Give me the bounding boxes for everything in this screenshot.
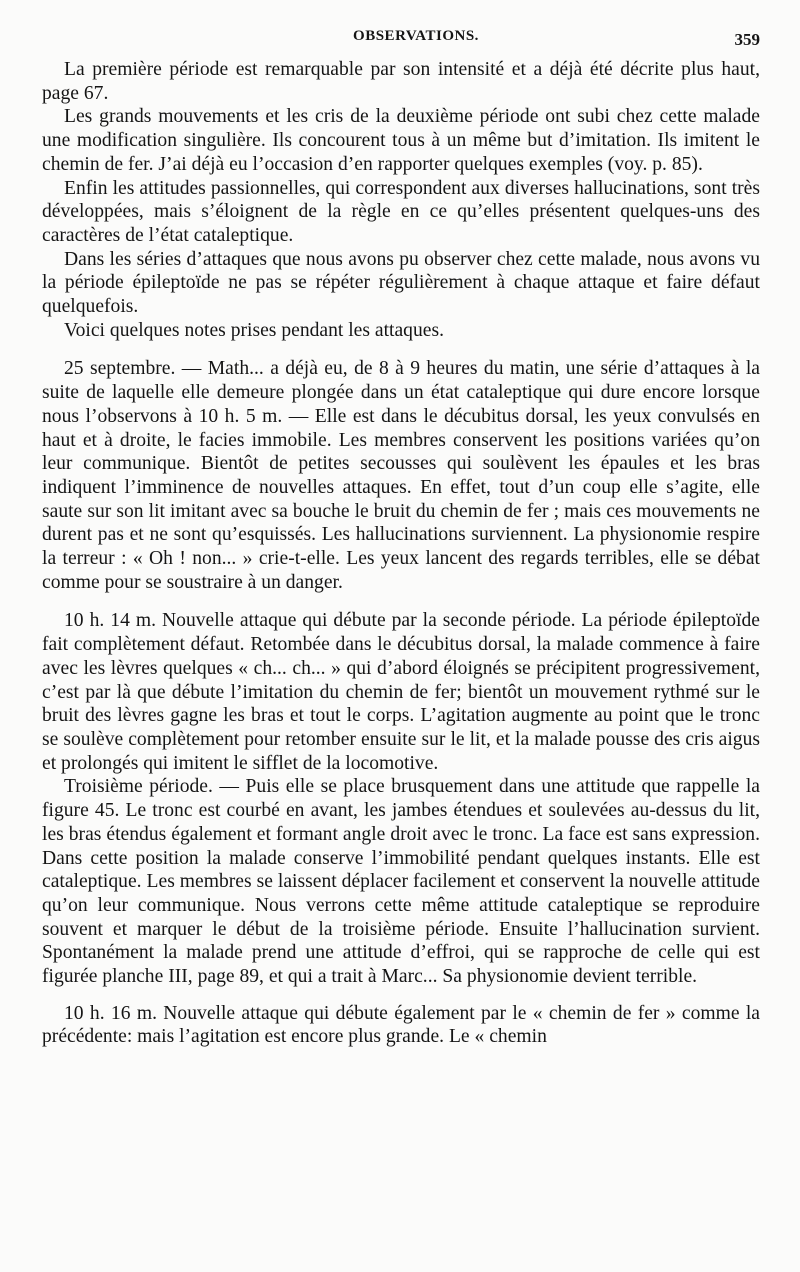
running-title: OBSERVATIONS.	[353, 28, 479, 44]
paragraph: La première période est remarquable par son intensité et a déjà été décrite plus haut, page 67.	[42, 59, 760, 104]
running-header	[42, 18, 760, 58]
paragraph: Troisième période. — Puis elle se place brusquement dans une attitude que rappelle la figure 45. Le tronc est courbé en avant, les jambes étendues et soulevées au-dessus du lit, les bras étendus également et formant angle droit avec le tronc. La face est sans expression. Dans cette position la malade conserve l’immobilité pendant quelques instants. Elle est cataleptique. Les membres se laissent déplacer facilement et conservent la nouvelle attitude qu’on leur communique. Nous verrons cette même attitude cataleptique se reproduire souvent et marquer le début de la troisième période. Ensuite l’hallucination survient. Spontanément la malade prend une attitude d’effroi, qui se rapproche de celle qui est figurée planche III, page 89, et qui a trait à Marc... Sa physionomie devient terrible.	[42, 776, 760, 988]
paragraph: Voici quelques notes prises pendant les attaques.	[64, 319, 445, 341]
paragraph: Enfin les attitudes passionnelles, qui correspondent aux diverses hallucinations, sont très développées, mais s’éloignent de la règle en ce qu’elles présentent quelques-uns des caractères de l’état cataleptique.	[42, 177, 760, 246]
body-text	[42, 58, 760, 1049]
paragraph: Les grands mouvements et les cris de la deuxième période ont subi chez cette malade une modification singulière. Ils concourent tous à un même but d’imitation. Ils imitent le chemin de fer. J’ai déjà eu l’occasion d’en rapporter quelques exemples (voy. p. 85).	[42, 106, 760, 175]
paragraph: Dans les séries d’attaques que nous avons pu observer chez cette malade, nous avons vu la période épileptoïde ne pas se répéter régulièrement à chaque attaque et faire défaut quelquefois.	[42, 248, 760, 318]
paragraph: 25 septembre. — Math... a déjà eu, de 8 à 9 heures du matin, une série d’attaques à la suite de laquelle elle demeure plongée dans un état cataleptique qui dure encore lorsque nous l’observons à 10 h. 5 m. — Elle est dans le décubitus dorsal, les yeux convulsés en haut et à droite, le facies immobile. Les membres conservent les positions variées qu’on leur communique. Bientôt de petites secousses qui soulèvent les épaules et les bras indiquent l’imminence de nouvelles attaques. En effet, tout d’un coup elle s’agite, elle saute sur son lit imitant avec sa bouche le bruit du chemin de fer ; mais ces mouvements ne durent pas et ne sont qu’esquissés. Les hallucinations surviennent. La physionomie respire la terreur : « Oh ! non... » crie-t-elle. Les yeux lancent des regards terribles, elle se débat comme pour se soustraire à un danger.	[42, 358, 760, 593]
paragraph: 10 h. 16 m. Nouvelle attaque qui débute également par le « chemin de fer » comme la précédente: mais l’agitation est encore plus grande. Le « chemin	[42, 1002, 760, 1048]
paragraph: 10 h. 14 m. Nouvelle attaque qui débute par la seconde période. La période épileptoïde fait complètement défaut. Retombée dans le décubitus dorsal, la malade commence à faire avec les lèvres quelques « ch... ch... » qui d’abord éloignés se précipitent progressivement, c’est par là que débute l’imitation du chemin de fer; bientôt un mouvement rythmé sur le bruit des lèvres gagne les bras et tout le corps. L’agitation augmente au point que le tronc se soulève complètement pour retomber ensuite sur le lit, et la malade pousse des cris aigus et prolongés qui imitent le sifflet de la locomotive.	[42, 610, 760, 774]
page-number: 359	[734, 30, 760, 49]
